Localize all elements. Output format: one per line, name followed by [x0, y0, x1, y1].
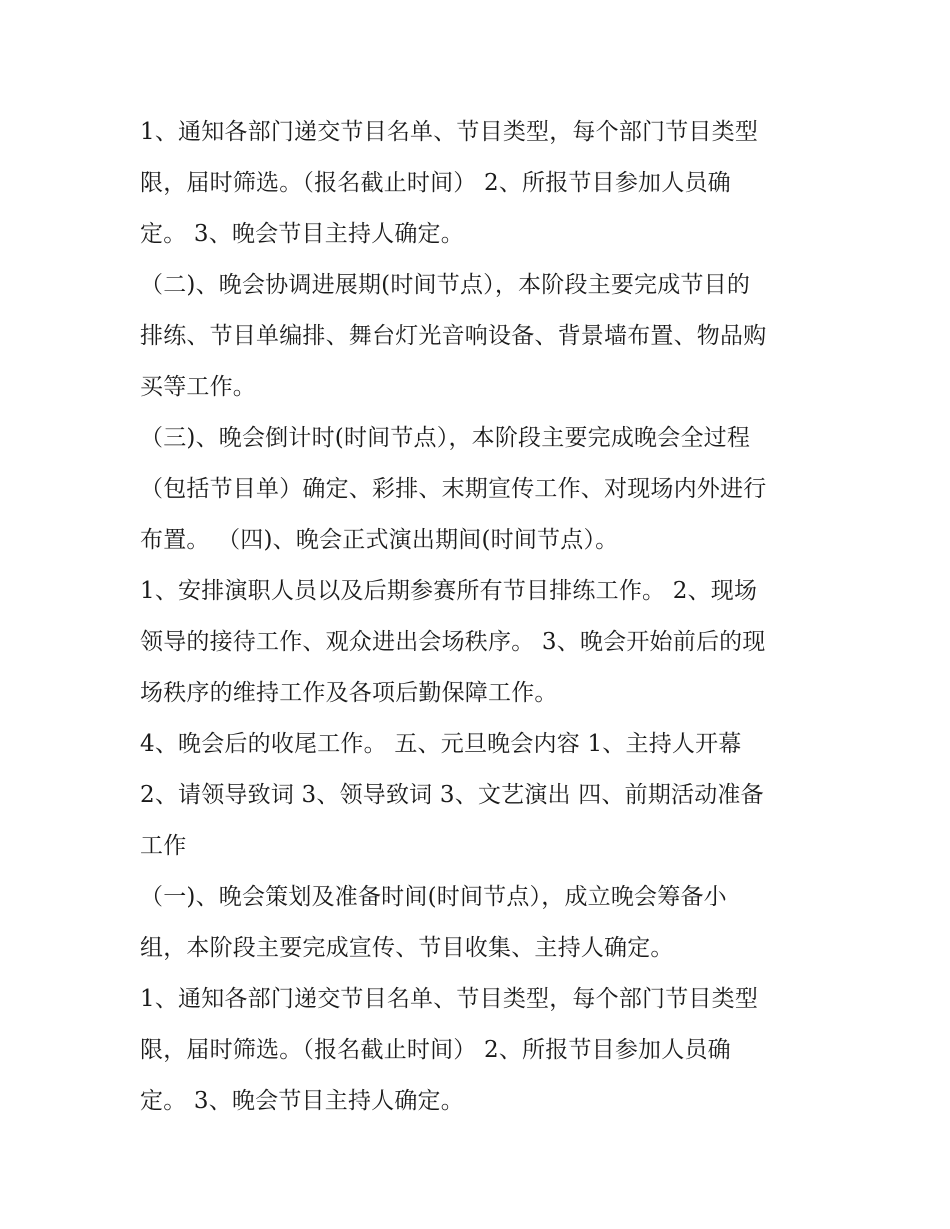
- document-body: [140, 107, 830, 1127]
- text-line: 1、通知各部门递交节目名单、节目类型，每个部门节目类型: [140, 119, 759, 145]
- text-line: 定。 3、晚会节目主持人确定。: [140, 221, 464, 247]
- text-line: 布置。 （四)、晚会正式演出期间(时间节点）。: [140, 527, 619, 553]
- text-line: （包括节目单）确定、彩排、末期宣传工作、对现场内外进行: [140, 476, 767, 502]
- text-line: （三)、晚会倒计时(时间节点），本阶段主要完成晚会全过程: [140, 425, 751, 451]
- text-line: 领导的接待工作、观众进出会场秩序。 3、晚会开始前后的现: [140, 629, 766, 655]
- text-line: 限，届时筛选。（报名截止时间） 2、所报节目参加人员确: [140, 170, 731, 196]
- text-line: 工作: [140, 833, 187, 859]
- text-line: 2、请领导致词 3、领导致词 3、文艺演出 四、前期活动准备: [140, 782, 764, 808]
- text-line: （二)、晚会协调进展期(时间节点），本阶段主要完成节目的: [140, 272, 751, 298]
- text-line: 1、通知各部门递交节目名单、节目类型，每个部门节目类型: [140, 986, 759, 1012]
- text-line: 定。 3、晚会节目主持人确定。: [140, 1088, 464, 1114]
- text-line: 场秩序的维持工作及各项后勤保障工作。: [140, 680, 558, 706]
- text-line: 4、晚会后的收尾工作。 五、元旦晚会内容 1、主持人开幕: [140, 731, 742, 757]
- text-line: 排练、节目单编排、舞台灯光音响设备、背景墙布置、物品购: [140, 323, 767, 349]
- text-line: 1、安排演职人员以及后期参赛所有节目排练工作。 2、现场: [140, 578, 758, 604]
- text-line: （一)、晚会策划及准备时间(时间节点），成立晚会筹备小: [140, 884, 727, 910]
- text-line: 限，届时筛选。（报名截止时间） 2、所报节目参加人员确: [140, 1037, 731, 1063]
- text-line: 买等工作。: [140, 374, 256, 400]
- text-line: 组，本阶段主要完成宣传、节目收集、主持人确定。: [140, 935, 674, 961]
